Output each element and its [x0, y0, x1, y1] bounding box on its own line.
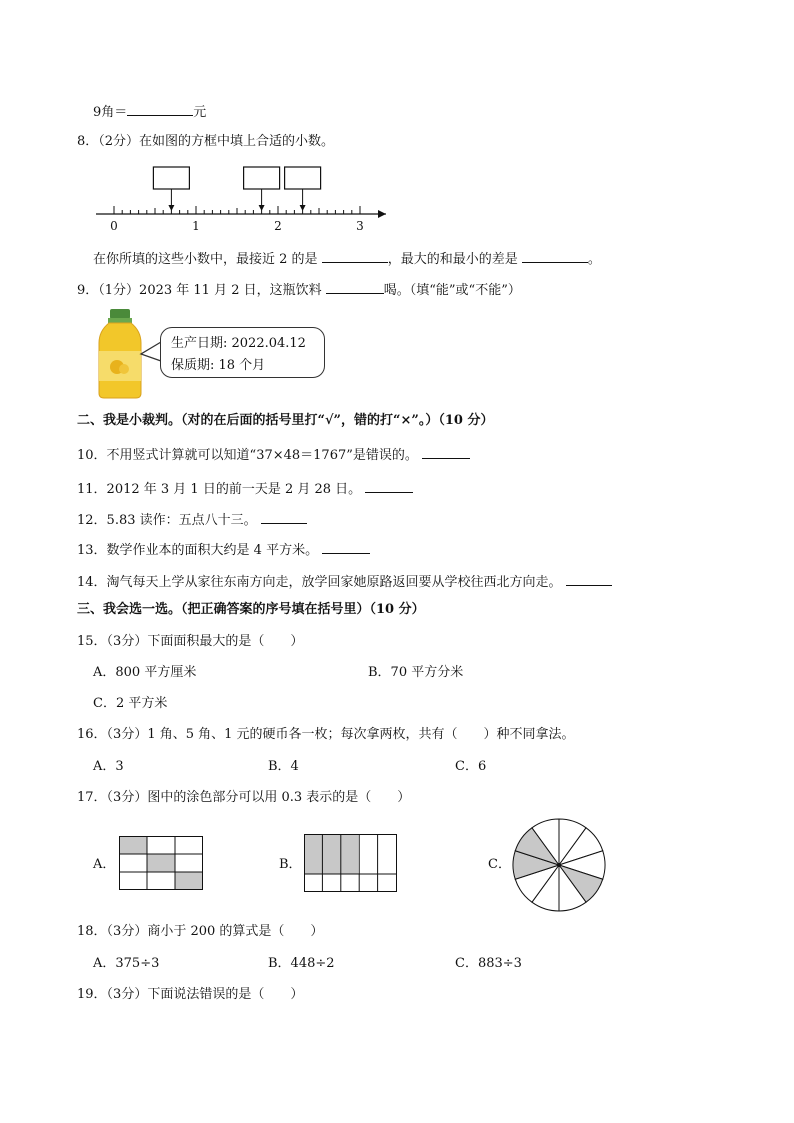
q17-figure-a-grid[interactable] [119, 836, 203, 892]
pointer-arrow-icon [300, 205, 306, 211]
q18-option-b[interactable]: B．448÷2 [268, 956, 335, 971]
q17-option-c-label[interactable]: C． [488, 857, 511, 872]
tick-label-0: 0 [110, 219, 118, 233]
q11-blank[interactable] [365, 478, 413, 493]
shelf-life-text: 保质期: 18 个月 [171, 358, 266, 373]
q8-follow-text-b: ，最大的和最小的差是 [387, 252, 518, 267]
section-3-heading: 三、我会选一选。（把正确答案的序号填在括号里）（10 分） [77, 602, 425, 617]
q18-option-c[interactable]: C．883÷3 [455, 956, 522, 971]
q15-stem: 15．（3分）下面面积最大的是（ ） [77, 634, 304, 649]
q19-stem: 19．（3分）下面说法错误的是（ ） [77, 987, 304, 1002]
answer-box-1 [153, 167, 189, 189]
q17-stem: 17．（3分）图中的涂色部分可以用 0.3 表示的是（ ） [77, 790, 411, 805]
q8-stem: 8．（2分）在如图的方框中填上合适的小数。 [77, 134, 335, 149]
q8-blank-closest[interactable] [322, 248, 388, 263]
q14-line [77, 571, 612, 592]
tick-label-2: 2 [274, 219, 282, 233]
q8-follow-end: 。 [587, 252, 601, 267]
q15-option-a[interactable]: A．800 平方厘米 [93, 665, 197, 680]
q11-text: 11．2012 年 3 月 1 日的前一天是 2 月 28 日。 [77, 482, 362, 497]
q13-blank[interactable] [322, 539, 370, 554]
circle-center-dot [557, 863, 561, 867]
q9-blank[interactable] [326, 279, 384, 294]
q17-option-b-label[interactable]: B． [279, 857, 302, 872]
q17-figure-b-bars[interactable] [304, 834, 398, 892]
q11-line [77, 478, 413, 499]
axis-arrow-icon [378, 210, 386, 218]
q16-option-b[interactable]: B．4 [268, 759, 299, 774]
q16-stem: 16．（3分）1 角、5 角、1 元的硬币各一枚；每次拿两枚，共有（ ）种不同拿法。 [77, 727, 575, 742]
q12-blank[interactable] [261, 509, 307, 524]
speech-bubble [160, 327, 325, 378]
q13-line [77, 539, 370, 560]
pointer-arrow-icon [259, 205, 265, 211]
answer-box-3 [285, 167, 321, 189]
q10-blank[interactable] [422, 444, 470, 459]
q17-option-a-label[interactable]: A． [93, 857, 116, 872]
tick-label-3: 3 [356, 219, 364, 233]
q18-stem: 18．（3分）商小于 200 的算式是（ ） [77, 924, 324, 939]
q9-stem-b: 喝。（填“能”或“不能”） [383, 283, 521, 298]
q16-option-c[interactable]: C．6 [455, 759, 487, 774]
q7-answer-line [93, 101, 206, 122]
q12-text: 12．5.83 读作：五点八十三。 [77, 513, 257, 528]
q12-line [77, 509, 307, 530]
tick-label-1: 1 [192, 219, 200, 233]
q8-blank-difference[interactable] [522, 248, 588, 263]
production-date-text: 生产日期: 2022.04.12 [171, 336, 306, 351]
q10-text: 10．不用竖式计算就可以知道“37×48＝1767”是错误的。 [77, 448, 418, 463]
section-2-heading: 二、我是小裁判。（对的在后面的括号里打“√”，错的打“×”。）（10 分） [77, 413, 494, 428]
q14-blank[interactable] [566, 571, 612, 586]
q18-option-a[interactable]: A．375÷3 [93, 956, 160, 971]
pointer-arrow-icon [168, 205, 174, 211]
q7-right-text: 元 [193, 105, 207, 120]
q8-follow-up [93, 248, 601, 269]
q15-option-b[interactable]: B．70 平方分米 [368, 665, 464, 680]
q9-stem [77, 279, 521, 300]
q13-text: 13．数学作业本的面积大约是 4 平方米。 [77, 543, 319, 558]
q16-option-a[interactable]: A．3 [93, 759, 124, 774]
q10-line [77, 444, 470, 465]
q8-follow-text-a: 在你所填的这些小数中，最接近 2 的是 [93, 252, 318, 267]
q7-blank[interactable] [127, 101, 193, 116]
q9-stem-a: 9．（1分）2023 年 11 月 2 日，这瓶饮料 [77, 283, 322, 298]
q14-text: 14．淘气每天上学从家往东南方向走，放学回家她原路返回要从学校往西北方向走。 [77, 575, 562, 590]
q17-figure-c-circle[interactable] [509, 815, 609, 915]
q15-option-c[interactable]: C．2 平方米 [93, 696, 168, 711]
q7-left-text: 9角＝ [93, 105, 128, 120]
answer-box-2 [244, 167, 280, 189]
